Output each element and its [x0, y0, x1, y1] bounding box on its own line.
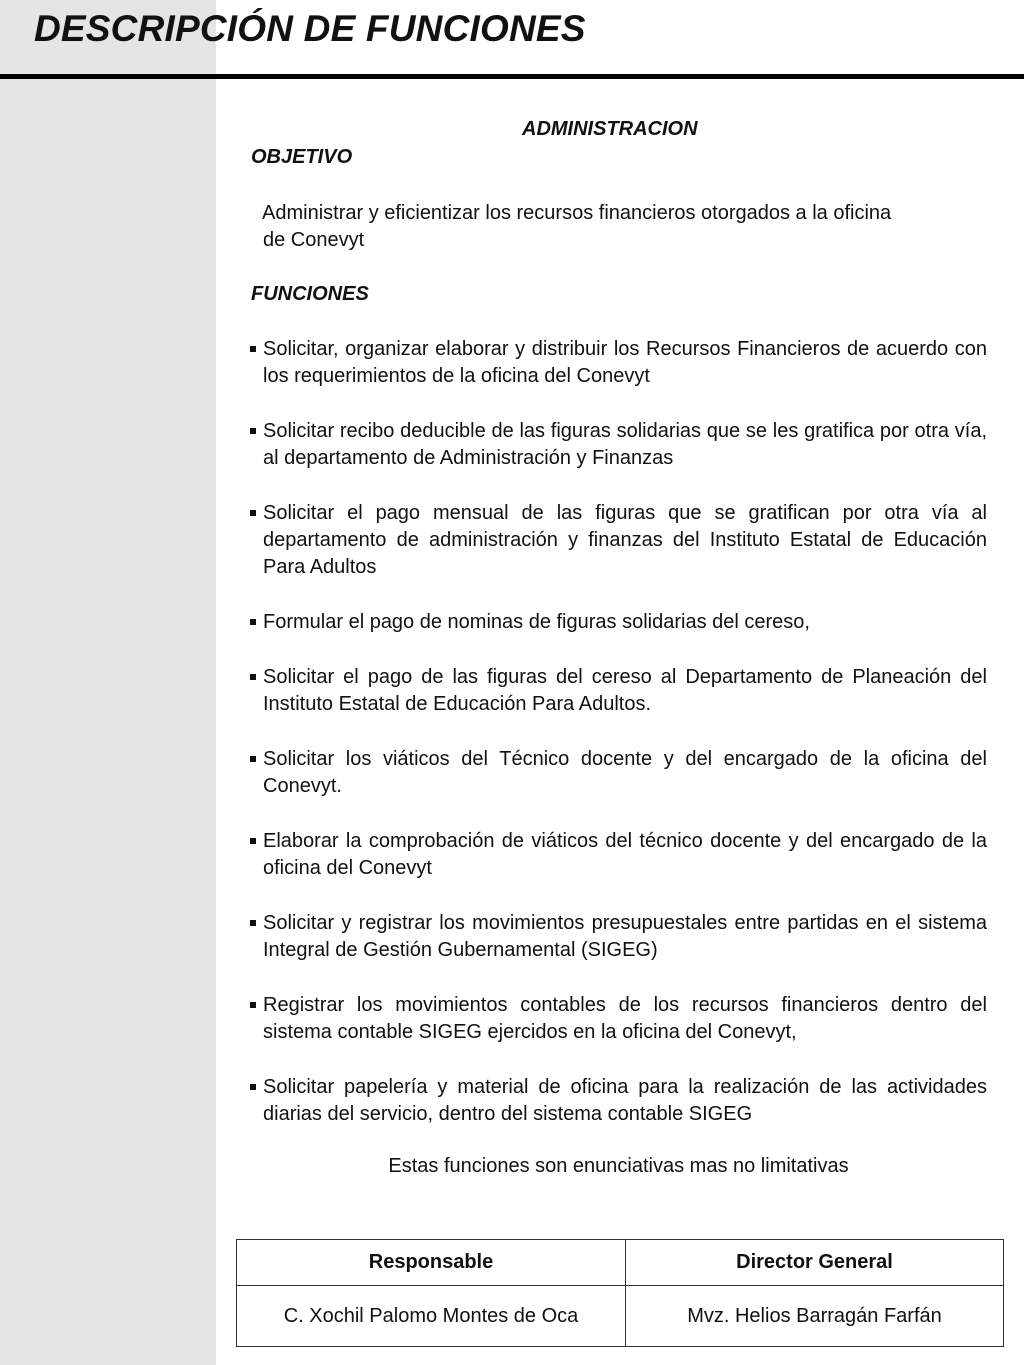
square-bullet-icon [250, 346, 256, 352]
square-bullet-icon [250, 838, 256, 844]
closing-note: Estas funciones son enunciativas mas no limitativas [388, 1155, 849, 1177]
square-bullet-icon [250, 428, 256, 434]
objetivo-line-1: Administrar y eficientizar los recursos financieros otorgados a la oficina [262, 202, 892, 224]
list-item [250, 1074, 987, 1128]
function-text: Solicitar el pago mensual de las figuras que se gratifican por otra vía al departamento de administración y finanzas del Instituto Estatal de Educación Para Adultos [263, 502, 987, 578]
objetivo-line-2: de Conevyt [263, 229, 365, 251]
function-text: Formular el pago de nominas de figuras solidarias del cereso, [263, 611, 810, 633]
objetivo-text [262, 200, 987, 254]
list-item [250, 418, 987, 472]
director-header: Director General [626, 1240, 1004, 1286]
square-bullet-icon [250, 1002, 256, 1008]
funciones-label: FUNCIONES [251, 283, 369, 305]
square-bullet-icon [250, 619, 256, 625]
function-text: Solicitar el pago de las figuras del cereso al Departamento de Planeación del Instituto Estatal de Educación Para Adultos. [263, 666, 987, 715]
square-bullet-icon [250, 510, 256, 516]
list-item [250, 500, 987, 581]
table-row [237, 1240, 1004, 1286]
table-row [237, 1286, 1004, 1347]
square-bullet-icon [250, 1084, 256, 1090]
department-heading: ADMINISTRACION [522, 118, 698, 140]
list-item [250, 336, 987, 390]
title-divider [0, 74, 1024, 79]
list-item [250, 910, 987, 964]
function-text: Solicitar y registrar los movimientos presupuestales entre partidas en el sistema Integral de Gestión Gubernamental (SIGEG) [263, 912, 987, 961]
square-bullet-icon [250, 920, 256, 926]
list-item [250, 992, 987, 1046]
page-title: DESCRIPCIÓN DE FUNCIONES [34, 8, 586, 49]
function-text: Solicitar papelería y material de oficina para la realización de las actividades diarias del servicio, dentro del sistema contable SIGEG [263, 1076, 987, 1125]
director-name: Mvz. Helios Barragán Farfán [626, 1286, 1004, 1347]
function-text: Elaborar la comprobación de viáticos del técnico docente y del encargado de la oficina del Conevyt [263, 830, 987, 879]
function-text: Registrar los movimientos contables de los recursos financieros dentro del sistema contable SIGEG ejercidos en la oficina del Conevyt, [263, 994, 987, 1043]
square-bullet-icon [250, 756, 256, 762]
function-text: Solicitar, organizar elaborar y distribuir los Recursos Financieros de acuerdo con los requerimientos de la oficina del Conevyt [263, 338, 987, 387]
square-bullet-icon [250, 674, 256, 680]
function-text: Solicitar los viáticos del Técnico docente y del encargado de la oficina del Conevyt. [263, 748, 987, 797]
responsable-name: C. Xochil Palomo Montes de Oca [237, 1286, 626, 1347]
funciones-list [250, 336, 987, 1156]
signature-table [236, 1239, 1004, 1347]
responsable-header: Responsable [237, 1240, 626, 1286]
list-item [250, 746, 987, 800]
left-margin-band [0, 0, 216, 1365]
list-item [250, 828, 987, 882]
list-item [250, 664, 987, 718]
list-item [250, 609, 987, 636]
objetivo-label: OBJETIVO [251, 146, 353, 168]
function-text: Solicitar recibo deducible de las figuras solidarias que se les gratifica por otra vía, al departamento de Administración y Finanzas [263, 420, 987, 469]
